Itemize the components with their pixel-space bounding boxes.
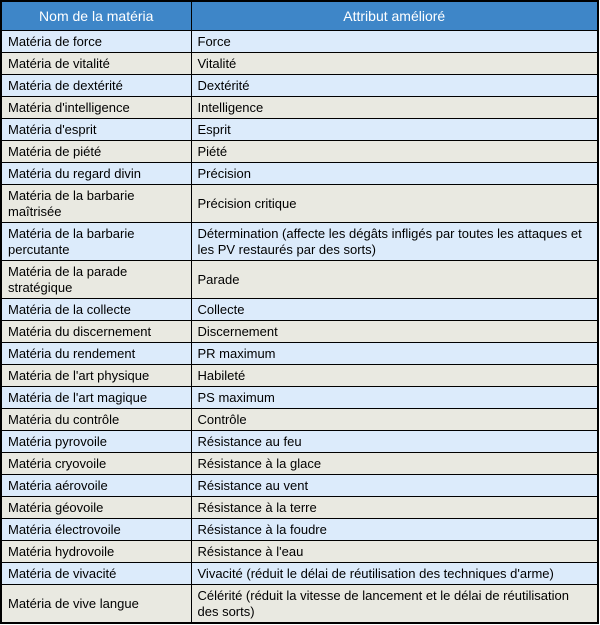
table-row xyxy=(1,141,598,163)
attribute-cell: Précision critique xyxy=(191,185,598,223)
materia-name-cell: Matéria du discernement xyxy=(1,321,191,343)
attribute-cell: Piété xyxy=(191,141,598,163)
table-row xyxy=(1,119,598,141)
attribute-cell: Collecte xyxy=(191,299,598,321)
table-row xyxy=(1,31,598,53)
attribute-cell: Dextérité xyxy=(191,75,598,97)
table-row xyxy=(1,409,598,431)
materia-name-cell: Matéria électrovoile xyxy=(1,519,191,541)
attribute-cell: Discernement xyxy=(191,321,598,343)
attribute-cell: Contrôle xyxy=(191,409,598,431)
attribute-cell: Intelligence xyxy=(191,97,598,119)
attribute-cell: Célérité (réduit la vitesse de lancement et le délai de réutilisation des sorts) xyxy=(191,585,598,624)
attribute-cell: Esprit xyxy=(191,119,598,141)
table-row xyxy=(1,585,598,624)
table-row xyxy=(1,299,598,321)
table-row xyxy=(1,431,598,453)
materia-name-cell: Matéria de la barbarie maîtrisée xyxy=(1,185,191,223)
table-row xyxy=(1,563,598,585)
materia-name-cell: Matéria du contrôle xyxy=(1,409,191,431)
table-row xyxy=(1,453,598,475)
table-row xyxy=(1,75,598,97)
table-row xyxy=(1,261,598,299)
table-row xyxy=(1,223,598,261)
attribute-cell: Habileté xyxy=(191,365,598,387)
attribute-cell: PS maximum xyxy=(191,387,598,409)
column-header-attribute: Attribut amélioré xyxy=(191,1,598,31)
materia-name-cell: Matéria d'esprit xyxy=(1,119,191,141)
attribute-cell: Détermination (affecte les dégâts infligés par toutes les attaques et les PV restaurés par des sorts) xyxy=(191,223,598,261)
materia-name-cell: Matéria de vive langue xyxy=(1,585,191,624)
column-header-materia-name: Nom de la matéria xyxy=(1,1,191,31)
materia-name-cell: Matéria de vitalité xyxy=(1,53,191,75)
materia-name-cell: Matéria de force xyxy=(1,31,191,53)
materia-name-cell: Matéria de la barbarie percutante xyxy=(1,223,191,261)
attribute-cell: Résistance à la terre xyxy=(191,497,598,519)
table-row xyxy=(1,519,598,541)
table-header-row xyxy=(1,1,598,31)
materia-name-cell: Matéria de l'art magique xyxy=(1,387,191,409)
materia-name-cell: Matéria de piété xyxy=(1,141,191,163)
materia-name-cell: Matéria de l'art physique xyxy=(1,365,191,387)
materia-name-cell: Matéria d'intelligence xyxy=(1,97,191,119)
attribute-cell: Résistance au feu xyxy=(191,431,598,453)
table-row xyxy=(1,343,598,365)
materia-name-cell: Matéria hydrovoile xyxy=(1,541,191,563)
attribute-cell: Résistance à l'eau xyxy=(191,541,598,563)
table-row xyxy=(1,53,598,75)
attribute-cell: Force xyxy=(191,31,598,53)
materia-name-cell: Matéria géovoile xyxy=(1,497,191,519)
table-row xyxy=(1,497,598,519)
materia-name-cell: Matéria aérovoile xyxy=(1,475,191,497)
attribute-cell: Parade xyxy=(191,261,598,299)
materia-name-cell: Matéria du regard divin xyxy=(1,163,191,185)
table-row xyxy=(1,387,598,409)
attribute-cell: Vitalité xyxy=(191,53,598,75)
table-row xyxy=(1,185,598,223)
materia-name-cell: Matéria du rendement xyxy=(1,343,191,365)
materia-name-cell: Matéria pyrovoile xyxy=(1,431,191,453)
table-row xyxy=(1,365,598,387)
materia-name-cell: Matéria cryovoile xyxy=(1,453,191,475)
table-body xyxy=(1,31,598,624)
attribute-cell: Résistance au vent xyxy=(191,475,598,497)
materia-name-cell: Matéria de vivacité xyxy=(1,563,191,585)
table-row xyxy=(1,97,598,119)
table-row xyxy=(1,163,598,185)
table-row xyxy=(1,475,598,497)
table-row xyxy=(1,541,598,563)
attribute-cell: Résistance à la glace xyxy=(191,453,598,475)
table-row xyxy=(1,321,598,343)
attribute-cell: Précision xyxy=(191,163,598,185)
materia-name-cell: Matéria de dextérité xyxy=(1,75,191,97)
materia-name-cell: Matéria de la collecte xyxy=(1,299,191,321)
attribute-cell: Résistance à la foudre xyxy=(191,519,598,541)
materia-name-cell: Matéria de la parade stratégique xyxy=(1,261,191,299)
attribute-cell: Vivacité (réduit le délai de réutilisation des techniques d'arme) xyxy=(191,563,598,585)
attribute-cell: PR maximum xyxy=(191,343,598,365)
